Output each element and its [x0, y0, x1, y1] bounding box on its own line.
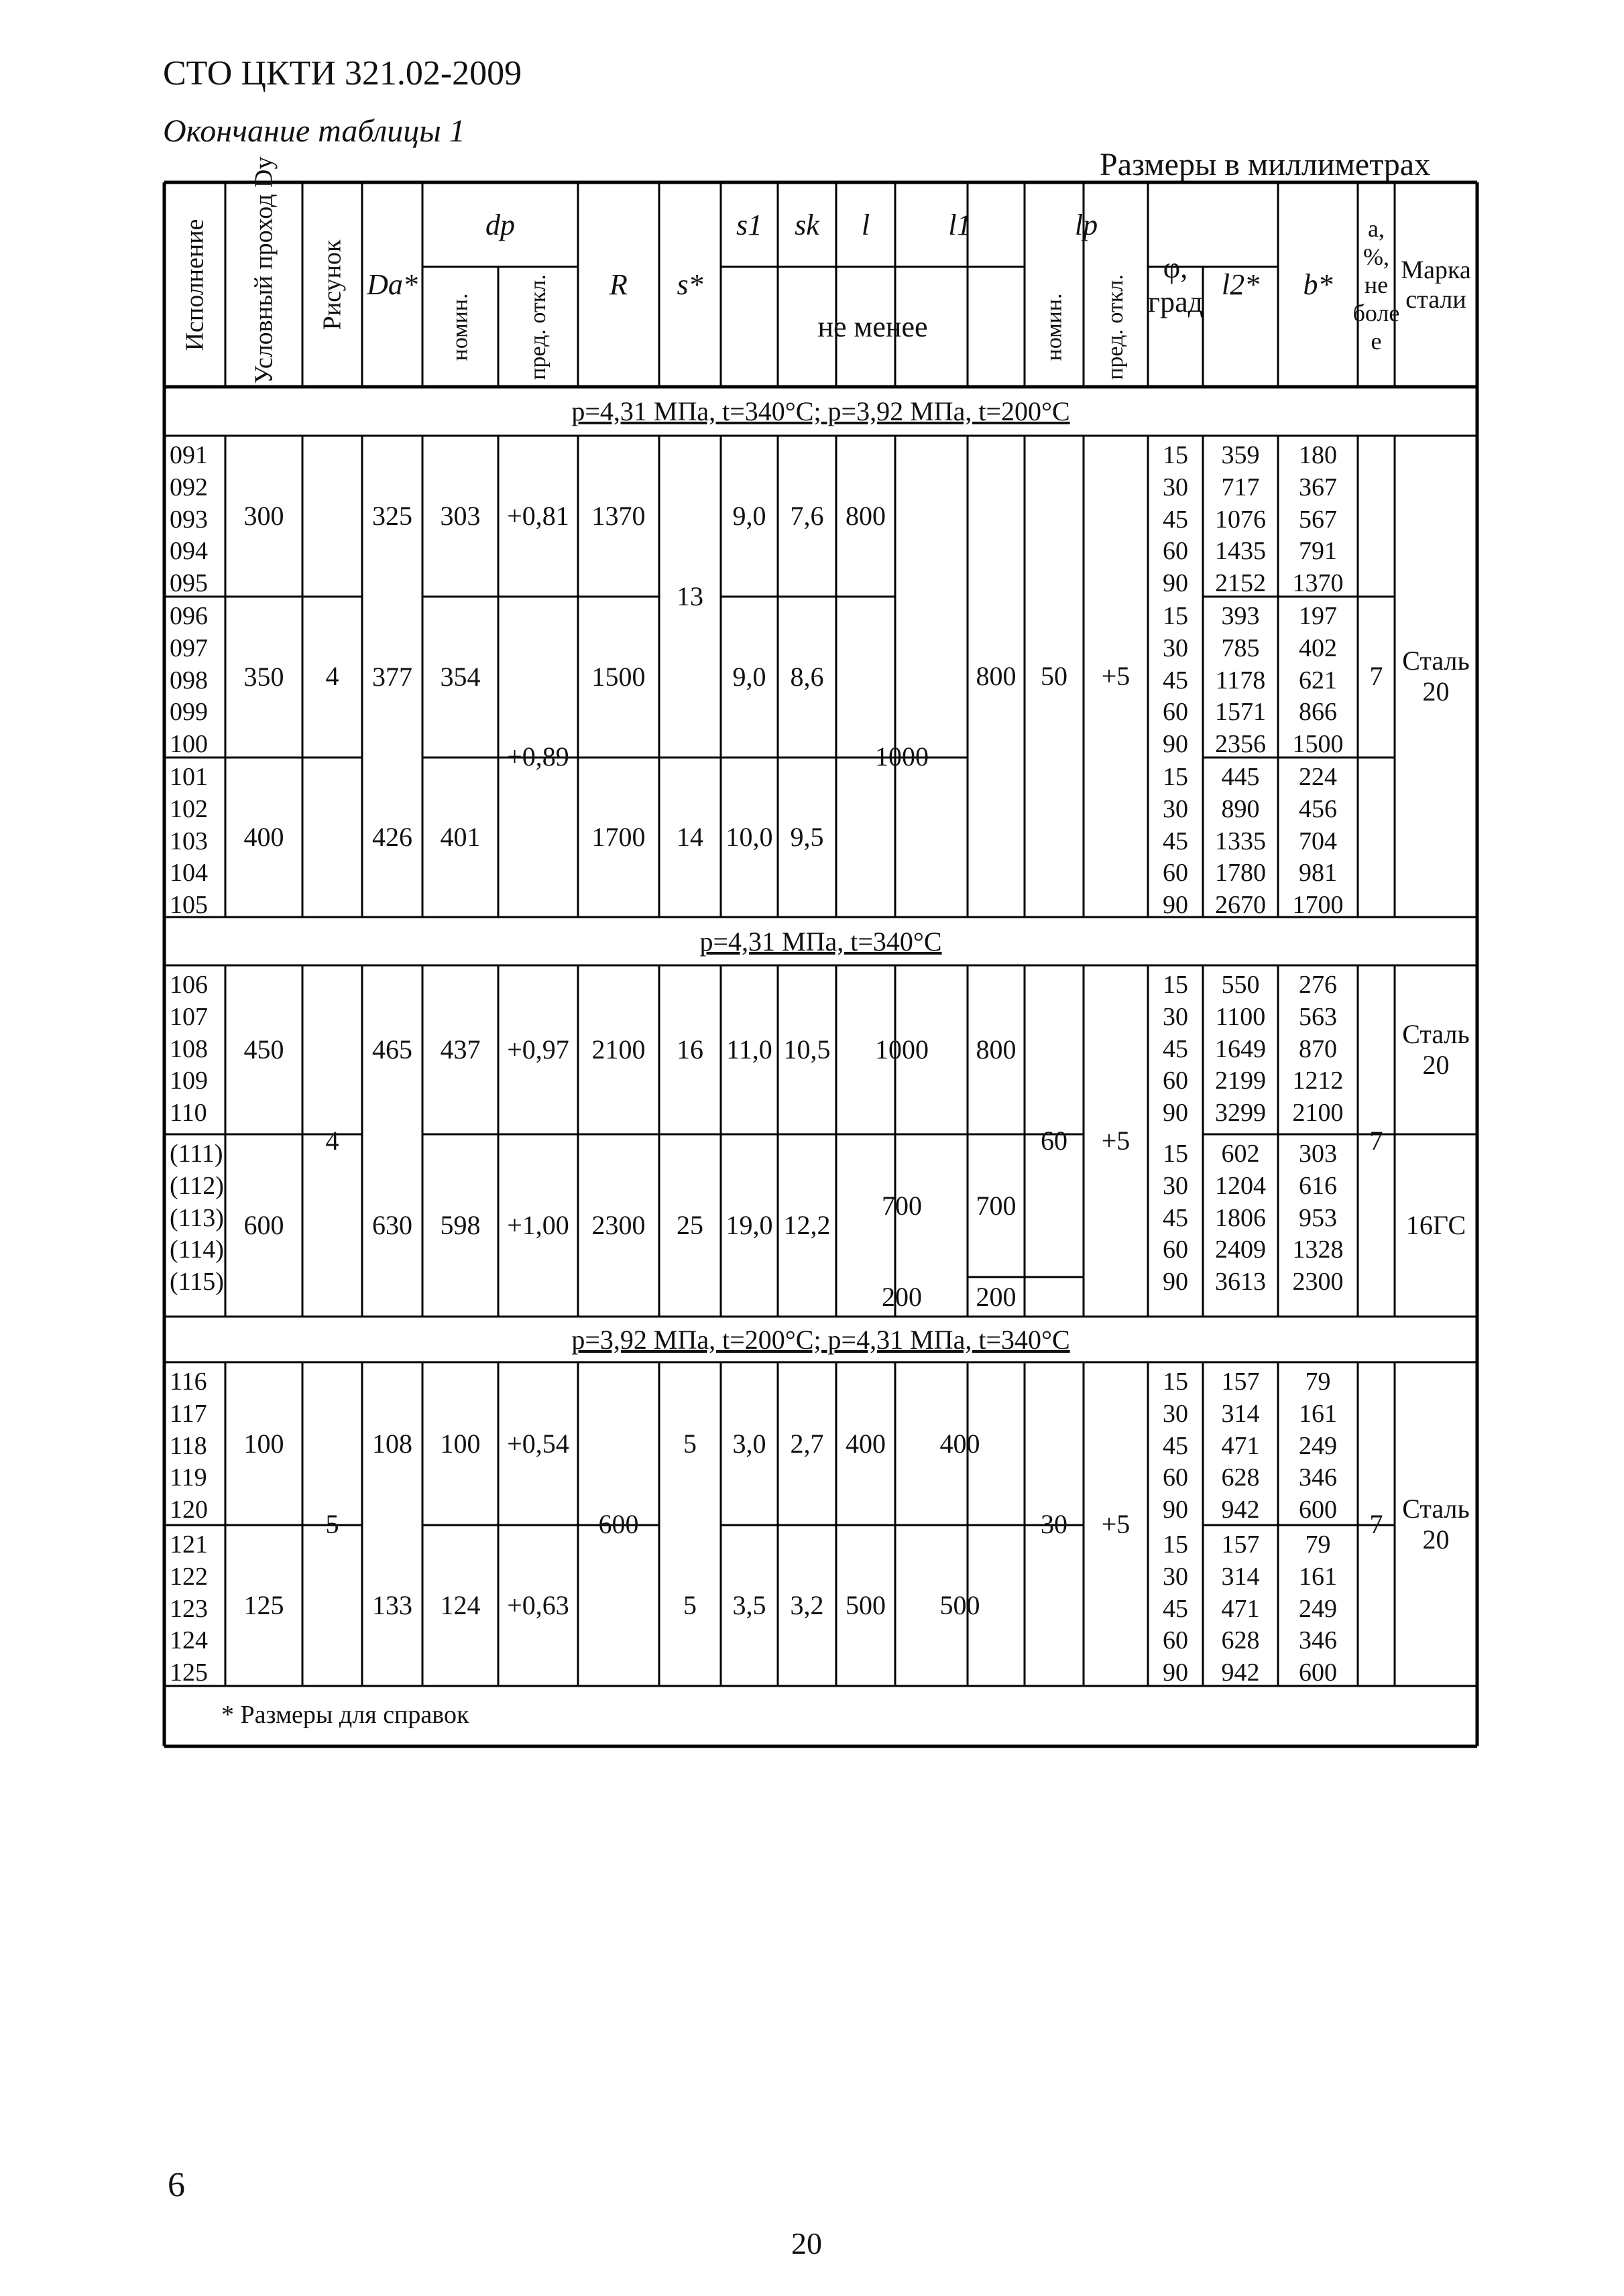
- row-ispolnenie: [164, 1134, 231, 1321]
- cell-r: 1700: [591, 822, 646, 852]
- header-lp: lp: [1074, 208, 1098, 241]
- cell-phi-item: 30: [1163, 1171, 1188, 1200]
- cell-b-item: 1500: [1292, 730, 1344, 759]
- cell-l2-item: 942: [1221, 1658, 1260, 1687]
- header-s1: s1: [736, 208, 763, 241]
- cell-dp-dev: +0,89: [507, 741, 569, 772]
- row-ispolnenie-item: 116: [170, 1368, 207, 1396]
- cell-l2-item: 628: [1221, 1463, 1260, 1492]
- cell-dp-nom: 100: [440, 1428, 481, 1459]
- cell-l2-item: 1204: [1215, 1171, 1266, 1200]
- cell-l2-item: 157: [1221, 1368, 1260, 1396]
- cell-l2-item: 1780: [1215, 859, 1266, 888]
- row-ispolnenie-item: 095: [170, 569, 208, 598]
- cell-l: 200: [882, 1281, 922, 1312]
- page-number-left: 6: [168, 2166, 185, 2204]
- header-r: R: [610, 268, 628, 301]
- cell-dy: 125: [243, 1590, 284, 1620]
- cell-sk: 8,6: [790, 662, 824, 692]
- row-ispolnenie-item: (113): [170, 1203, 224, 1232]
- cell-b-item: 197: [1299, 602, 1337, 630]
- cell-b-item: 224: [1299, 763, 1337, 791]
- condition-band: р=4,31 МПа, t=340°С: [699, 926, 942, 957]
- row-ispolnenie: [164, 965, 231, 1138]
- cell-b-item: 161: [1299, 1399, 1337, 1428]
- cell-l1: 800: [976, 661, 1017, 691]
- cell-sk: 12,2: [783, 1210, 831, 1240]
- cell-phi-item: 45: [1163, 505, 1188, 534]
- row-ispolnenie-item: (114): [170, 1235, 224, 1264]
- cell-l2-item: 890: [1221, 794, 1260, 823]
- cell-b: [1278, 597, 1358, 762]
- header-ispolnenie: [164, 182, 225, 387]
- cell-b-item: 600: [1299, 1658, 1337, 1687]
- cell-l1: 700: [976, 1190, 1017, 1221]
- cell-phi-item: 30: [1163, 633, 1188, 662]
- cell-l: 500: [846, 1590, 886, 1620]
- cell-b-item: 1328: [1292, 1235, 1344, 1264]
- cell-l1: 500: [939, 1590, 980, 1620]
- cell-phi-item: 45: [1163, 1431, 1188, 1460]
- header-dp: dp: [485, 208, 515, 241]
- cell-l1: 400: [939, 1428, 980, 1459]
- cell-b-item: 600: [1299, 1496, 1337, 1524]
- row-ispolnenie-item: 096: [170, 602, 208, 630]
- row-ispolnenie-item: 109: [170, 1067, 208, 1095]
- header-uslovny-prohod-text: Условный проход Dy: [249, 156, 278, 383]
- cell-l2-item: 1649: [1215, 1034, 1266, 1063]
- cell-dp-dev: +0,54: [507, 1428, 569, 1459]
- cell-da: 325: [372, 501, 412, 531]
- cell-l2-item: 3613: [1215, 1268, 1266, 1296]
- cell-l2-item: 1806: [1215, 1203, 1266, 1232]
- cell-da: 108: [372, 1428, 412, 1459]
- cell-r: 600: [598, 1508, 639, 1539]
- cell-lp-dev: +5: [1101, 1508, 1130, 1539]
- cell-dp-dev: +0,81: [507, 501, 569, 531]
- cell-b-item: 1700: [1292, 891, 1344, 920]
- cell-l2-item: 157: [1221, 1530, 1260, 1559]
- cell-lp-nom: 30: [1041, 1508, 1067, 1539]
- cell-phi: [1148, 1134, 1203, 1321]
- cell-b-item: 616: [1299, 1171, 1337, 1200]
- cell-b-item: 2100: [1292, 1099, 1344, 1128]
- cell-dy: 450: [243, 1034, 284, 1065]
- row-ispolnenie-item: 119: [170, 1463, 207, 1492]
- cell-l2-item: 3299: [1215, 1099, 1266, 1128]
- cell-b: [1278, 1362, 1358, 1529]
- row-ispolnenie-item: 117: [170, 1399, 207, 1428]
- header-risunok-text: Рисунок: [318, 239, 347, 330]
- document-code: СТО ЦКТИ 321.02-2009: [163, 54, 522, 93]
- cell-phi-item: 45: [1163, 1203, 1188, 1232]
- cell-l: 700: [882, 1190, 922, 1221]
- cell-b-item: 866: [1299, 698, 1337, 727]
- cell-marka: Сталь 20: [1402, 646, 1470, 707]
- cell-l2: [1203, 1362, 1278, 1529]
- cell-b: [1278, 965, 1358, 1138]
- cell-b: [1278, 1525, 1358, 1690]
- cell-sk: 9,5: [790, 822, 824, 852]
- cell-phi-item: 90: [1163, 1099, 1188, 1128]
- condition-band: р=3,92 МПа, t=200°С; р=4,31 МПа, t=340°С: [571, 1324, 1070, 1355]
- cell-b-item: 79: [1305, 1530, 1331, 1559]
- cell-sk: 3,2: [790, 1590, 824, 1620]
- cell-l2: [1203, 965, 1278, 1138]
- cell-lp-dev: +5: [1101, 661, 1130, 691]
- cell-dp-nom: 354: [440, 662, 481, 692]
- row-ispolnenie-item: 123: [170, 1594, 208, 1623]
- cell-phi-item: 30: [1163, 473, 1188, 501]
- cell-b-item: 346: [1299, 1626, 1337, 1655]
- row-ispolnenie-item: 091: [170, 441, 208, 469]
- cell-b-item: 563: [1299, 1002, 1337, 1031]
- cell-da: 630: [372, 1210, 412, 1240]
- row-ispolnenie-item: 107: [170, 1002, 208, 1031]
- cell-l2-item: 2199: [1215, 1067, 1266, 1095]
- cell-b-item: 303: [1299, 1140, 1337, 1168]
- footnote: * Размеры для справок: [221, 1701, 469, 1729]
- cell-s1: 3,0: [732, 1428, 766, 1459]
- header-a: a, %, не боле е: [1352, 215, 1400, 355]
- cell-r: 2100: [591, 1034, 646, 1065]
- cell-l2-item: 445: [1221, 763, 1260, 791]
- header-uslovny-prohod: [225, 156, 302, 387]
- cell-dp-nom: 124: [440, 1590, 481, 1620]
- header-s: s*: [677, 268, 703, 301]
- cell-a: 7: [1369, 661, 1383, 691]
- cell-l: 800: [846, 501, 886, 531]
- cell-phi: [1148, 758, 1203, 921]
- cell-s1: 10,0: [726, 822, 773, 852]
- row-ispolnenie-item: 098: [170, 666, 208, 694]
- header-ne-menee: не менее: [817, 310, 928, 343]
- cell-marka: 16ГС: [1405, 1210, 1466, 1240]
- cell-b-item: 1212: [1292, 1067, 1344, 1095]
- cell-phi-item: 90: [1163, 1268, 1188, 1296]
- row-ispolnenie-item: 108: [170, 1034, 208, 1063]
- cell-b-item: 791: [1299, 537, 1337, 566]
- header-lp-pred-text: пред. откл.: [1103, 274, 1128, 380]
- header-l: l: [861, 208, 870, 241]
- row-ispolnenie-item: 104: [170, 859, 208, 888]
- cell-phi-item: 15: [1163, 1530, 1188, 1559]
- cell-b-item: 402: [1299, 633, 1337, 662]
- cell-b: [1278, 758, 1358, 921]
- row-ispolnenie-item: 122: [170, 1562, 208, 1591]
- row-ispolnenie-item: (111): [170, 1140, 223, 1168]
- cell-dy: 300: [243, 501, 284, 531]
- cell-da: 377: [372, 662, 412, 692]
- cell-phi-item: 90: [1163, 1658, 1188, 1687]
- header-risunok: [302, 182, 362, 387]
- row-ispolnenie-item: 094: [170, 537, 208, 566]
- cell-l2-item: 2356: [1215, 730, 1266, 759]
- cell-lp-dev: +5: [1101, 1126, 1130, 1156]
- cell-dp-nom: 437: [440, 1034, 481, 1065]
- cell-dy: 100: [243, 1428, 284, 1459]
- header-sk: sk: [795, 208, 819, 241]
- cell-phi-item: 15: [1163, 971, 1188, 999]
- cell-l2-item: 1100: [1215, 1002, 1266, 1031]
- cell-l1: 200: [976, 1281, 1017, 1312]
- cell-phi-item: 15: [1163, 1140, 1188, 1168]
- row-ispolnenie: [164, 436, 231, 601]
- cell-phi-item: 15: [1163, 441, 1188, 469]
- cell-dy: 400: [243, 822, 284, 852]
- cell-phi-item: 60: [1163, 698, 1188, 727]
- row-ispolnenie: [164, 1525, 231, 1690]
- row-ispolnenie-item: 124: [170, 1626, 208, 1655]
- cell-dp-dev: +0,97: [507, 1034, 569, 1065]
- header-lp-nomin-text: номин.: [1041, 293, 1066, 361]
- cell-l2-item: 471: [1221, 1431, 1260, 1460]
- cell-l: 1000: [875, 1034, 929, 1065]
- cell-l2-item: 1435: [1215, 537, 1266, 566]
- row-ispolnenie-item: (115): [170, 1268, 224, 1296]
- cell-r: 1500: [591, 662, 646, 692]
- cell-l2-item: 1571: [1215, 698, 1266, 727]
- cell-risunok: 4: [325, 1126, 339, 1156]
- cell-b-item: 2300: [1292, 1268, 1344, 1296]
- row-ispolnenie-item: 105: [170, 891, 208, 920]
- cell-b-item: 1370: [1292, 569, 1344, 598]
- cell-b-item: 953: [1299, 1203, 1337, 1232]
- cell-b-item: 249: [1299, 1431, 1337, 1460]
- cell-phi: [1148, 436, 1203, 601]
- cell-l2: [1203, 1525, 1278, 1690]
- cell-l2-item: 359: [1221, 441, 1260, 469]
- cell-phi-item: 60: [1163, 537, 1188, 566]
- cell-phi-item: 60: [1163, 859, 1188, 888]
- row-ispolnenie-item: 106: [170, 971, 208, 999]
- cell-l2-item: 785: [1221, 633, 1260, 662]
- row-ispolnenie-item: 120: [170, 1496, 208, 1524]
- cell-s: 13: [677, 581, 703, 611]
- row-ispolnenie: [164, 758, 231, 921]
- cell-l1: 800: [976, 1034, 1017, 1065]
- cell-b-item: 276: [1299, 971, 1337, 999]
- cell-phi: [1148, 597, 1203, 762]
- cell-b-item: 346: [1299, 1463, 1337, 1492]
- header-lp-pred: [1084, 267, 1148, 387]
- cell-r: 1370: [591, 501, 646, 531]
- cell-phi: [1148, 1362, 1203, 1529]
- cell-phi-item: 30: [1163, 1399, 1188, 1428]
- cell-da: 465: [372, 1034, 412, 1065]
- cell-da: 133: [372, 1590, 412, 1620]
- cell-l2-item: 471: [1221, 1594, 1260, 1623]
- cell-b-item: 567: [1299, 505, 1337, 534]
- cell-l2: [1203, 597, 1278, 762]
- cell-phi-item: 45: [1163, 666, 1188, 694]
- cell-phi-item: 60: [1163, 1463, 1188, 1492]
- header-dp-nomin: [422, 267, 498, 387]
- cell-marka: Сталь 20: [1402, 1493, 1470, 1555]
- cell-l2-item: 717: [1221, 473, 1260, 501]
- cell-phi-item: 45: [1163, 1034, 1188, 1063]
- cell-s1: 19,0: [726, 1210, 773, 1240]
- cell-phi-item: 15: [1163, 602, 1188, 630]
- cell-phi-item: 30: [1163, 1562, 1188, 1591]
- cell-risunok: 4: [325, 661, 339, 691]
- cell-s: 5: [683, 1428, 697, 1459]
- cell-r: 2300: [591, 1210, 646, 1240]
- row-ispolnenie: [164, 597, 231, 762]
- header-marka: Марка стали: [1401, 255, 1471, 314]
- cell-b-item: 249: [1299, 1594, 1337, 1623]
- cell-l1-spacer: [895, 436, 968, 917]
- row-ispolnenie-item: 118: [170, 1431, 207, 1460]
- cell-l2-item: 393: [1221, 602, 1260, 630]
- cell-s: 25: [677, 1210, 703, 1240]
- cell-lp-nom: 50: [1041, 661, 1067, 691]
- units-note: Размеры в миллиметрах: [1100, 147, 1431, 182]
- cell-phi: [1148, 965, 1203, 1138]
- cell-b-item: 161: [1299, 1562, 1337, 1591]
- cell-b-item: 870: [1299, 1034, 1337, 1063]
- header-ispolnenie-text: Исполнение: [180, 219, 209, 351]
- cell-l2-item: 602: [1221, 1140, 1260, 1168]
- cell-l2-item: 314: [1221, 1562, 1260, 1591]
- header-l2: l2*: [1221, 268, 1260, 301]
- cell-b: [1278, 1134, 1358, 1321]
- row-ispolnenie-item: 103: [170, 827, 208, 855]
- cell-marka: Сталь 20: [1402, 1019, 1470, 1080]
- cell-dy: 350: [243, 662, 284, 692]
- cell-a: 7: [1369, 1508, 1383, 1539]
- header-l1: l1: [948, 208, 972, 241]
- row-ispolnenie-item: 097: [170, 633, 208, 662]
- row-ispolnenie-item: 102: [170, 794, 208, 823]
- condition-band: р=4,31 МПа, t=340°С; р=3,92 МПа, t=200°С: [571, 396, 1070, 426]
- cell-phi-item: 15: [1163, 763, 1188, 791]
- header-b: b*: [1303, 268, 1333, 301]
- cell-dp-nom: 401: [440, 822, 481, 852]
- cell-s1: 9,0: [732, 501, 766, 531]
- cell-s: 5: [683, 1590, 697, 1620]
- cell-da: 426: [372, 822, 412, 852]
- cell-phi-item: 45: [1163, 1594, 1188, 1623]
- header-lp-nomin: [1025, 267, 1084, 387]
- cell-s1: 9,0: [732, 662, 766, 692]
- cell-l2: [1203, 1134, 1278, 1321]
- cell-b-item: 456: [1299, 794, 1337, 823]
- header-dp-pred: [498, 267, 578, 387]
- cell-l1: 1000: [875, 741, 929, 772]
- cell-a: 7: [1369, 1126, 1383, 1156]
- cell-l2-item: 2670: [1215, 891, 1266, 920]
- row-ispolnenie-item: 125: [170, 1658, 208, 1687]
- row-ispolnenie-item: 110: [170, 1099, 207, 1128]
- cell-phi-item: 60: [1163, 1626, 1188, 1655]
- cell-b-item: 981: [1299, 859, 1337, 888]
- cell-s1: 11,0: [726, 1034, 772, 1065]
- row-ispolnenie-item: 100: [170, 730, 208, 759]
- cell-l2: [1203, 436, 1278, 601]
- cell-l2: [1203, 758, 1278, 921]
- cell-s: 14: [677, 822, 703, 852]
- cell-sk: 10,5: [783, 1034, 831, 1065]
- cell-sk: 2,7: [790, 1428, 824, 1459]
- row-ispolnenie: [164, 1362, 231, 1529]
- cell-l2-item: 550: [1221, 971, 1260, 999]
- cell-phi-item: 60: [1163, 1235, 1188, 1264]
- cell-phi-item: 15: [1163, 1368, 1188, 1396]
- row-ispolnenie-item: (112): [170, 1171, 224, 1200]
- cell-lp-nom: 60: [1041, 1126, 1067, 1156]
- cell-phi-item: 60: [1163, 1067, 1188, 1095]
- cell-phi-item: 45: [1163, 827, 1188, 855]
- row-ispolnenie-item: 092: [170, 473, 208, 501]
- cell-dp-nom: 303: [440, 501, 481, 531]
- cell-dp-dev: +1,00: [507, 1210, 569, 1240]
- cell-phi-item: 30: [1163, 794, 1188, 823]
- cell-b-item: 180: [1299, 441, 1337, 469]
- cell-phi-item: 90: [1163, 569, 1188, 598]
- table-caption: Окончание таблицы 1: [163, 113, 465, 149]
- cell-b-item: 367: [1299, 473, 1337, 501]
- header-da: Da*: [367, 268, 418, 301]
- row-ispolnenie-item: 099: [170, 698, 208, 727]
- cell-b-item: 621: [1299, 666, 1337, 694]
- cell-dy: 600: [243, 1210, 284, 1240]
- cell-phi-item: 90: [1163, 891, 1188, 920]
- cell-l2-item: 1178: [1215, 666, 1266, 694]
- row-ispolnenie-item: 093: [170, 505, 208, 534]
- row-ispolnenie-item: 101: [170, 763, 208, 791]
- cell-b-item: 704: [1299, 827, 1337, 855]
- page-number: 20: [791, 2226, 822, 2260]
- cell-s1: 3,5: [732, 1590, 766, 1620]
- cell-sk: 7,6: [790, 501, 824, 531]
- cell-l2-item: 2409: [1215, 1235, 1266, 1264]
- header-phi: φ, град: [1148, 251, 1203, 318]
- cell-l2-item: 314: [1221, 1399, 1260, 1428]
- cell-b-item: 79: [1305, 1368, 1331, 1396]
- cell-b: [1278, 436, 1358, 601]
- cell-dp-dev: +0,63: [507, 1590, 569, 1620]
- cell-phi-item: 90: [1163, 1496, 1188, 1524]
- cell-l2-item: 2152: [1215, 569, 1266, 598]
- cell-risunok: 5: [325, 1508, 339, 1539]
- cell-l2-item: 1076: [1215, 505, 1266, 534]
- cell-l2-item: 942: [1221, 1496, 1260, 1524]
- header-dp-pred-text: пред. откл.: [525, 274, 550, 380]
- cell-dp-nom: 598: [440, 1210, 481, 1240]
- cell-l: 400: [846, 1428, 886, 1459]
- cell-phi-item: 30: [1163, 1002, 1188, 1031]
- header-dp-nomin-text: номин.: [447, 293, 473, 361]
- cell-s: 16: [677, 1034, 703, 1065]
- cell-phi: [1148, 1525, 1203, 1690]
- cell-l2-item: 628: [1221, 1626, 1260, 1655]
- cell-l2-item: 1335: [1215, 827, 1266, 855]
- cell-phi-item: 90: [1163, 730, 1188, 759]
- row-ispolnenie-item: 121: [170, 1530, 208, 1559]
